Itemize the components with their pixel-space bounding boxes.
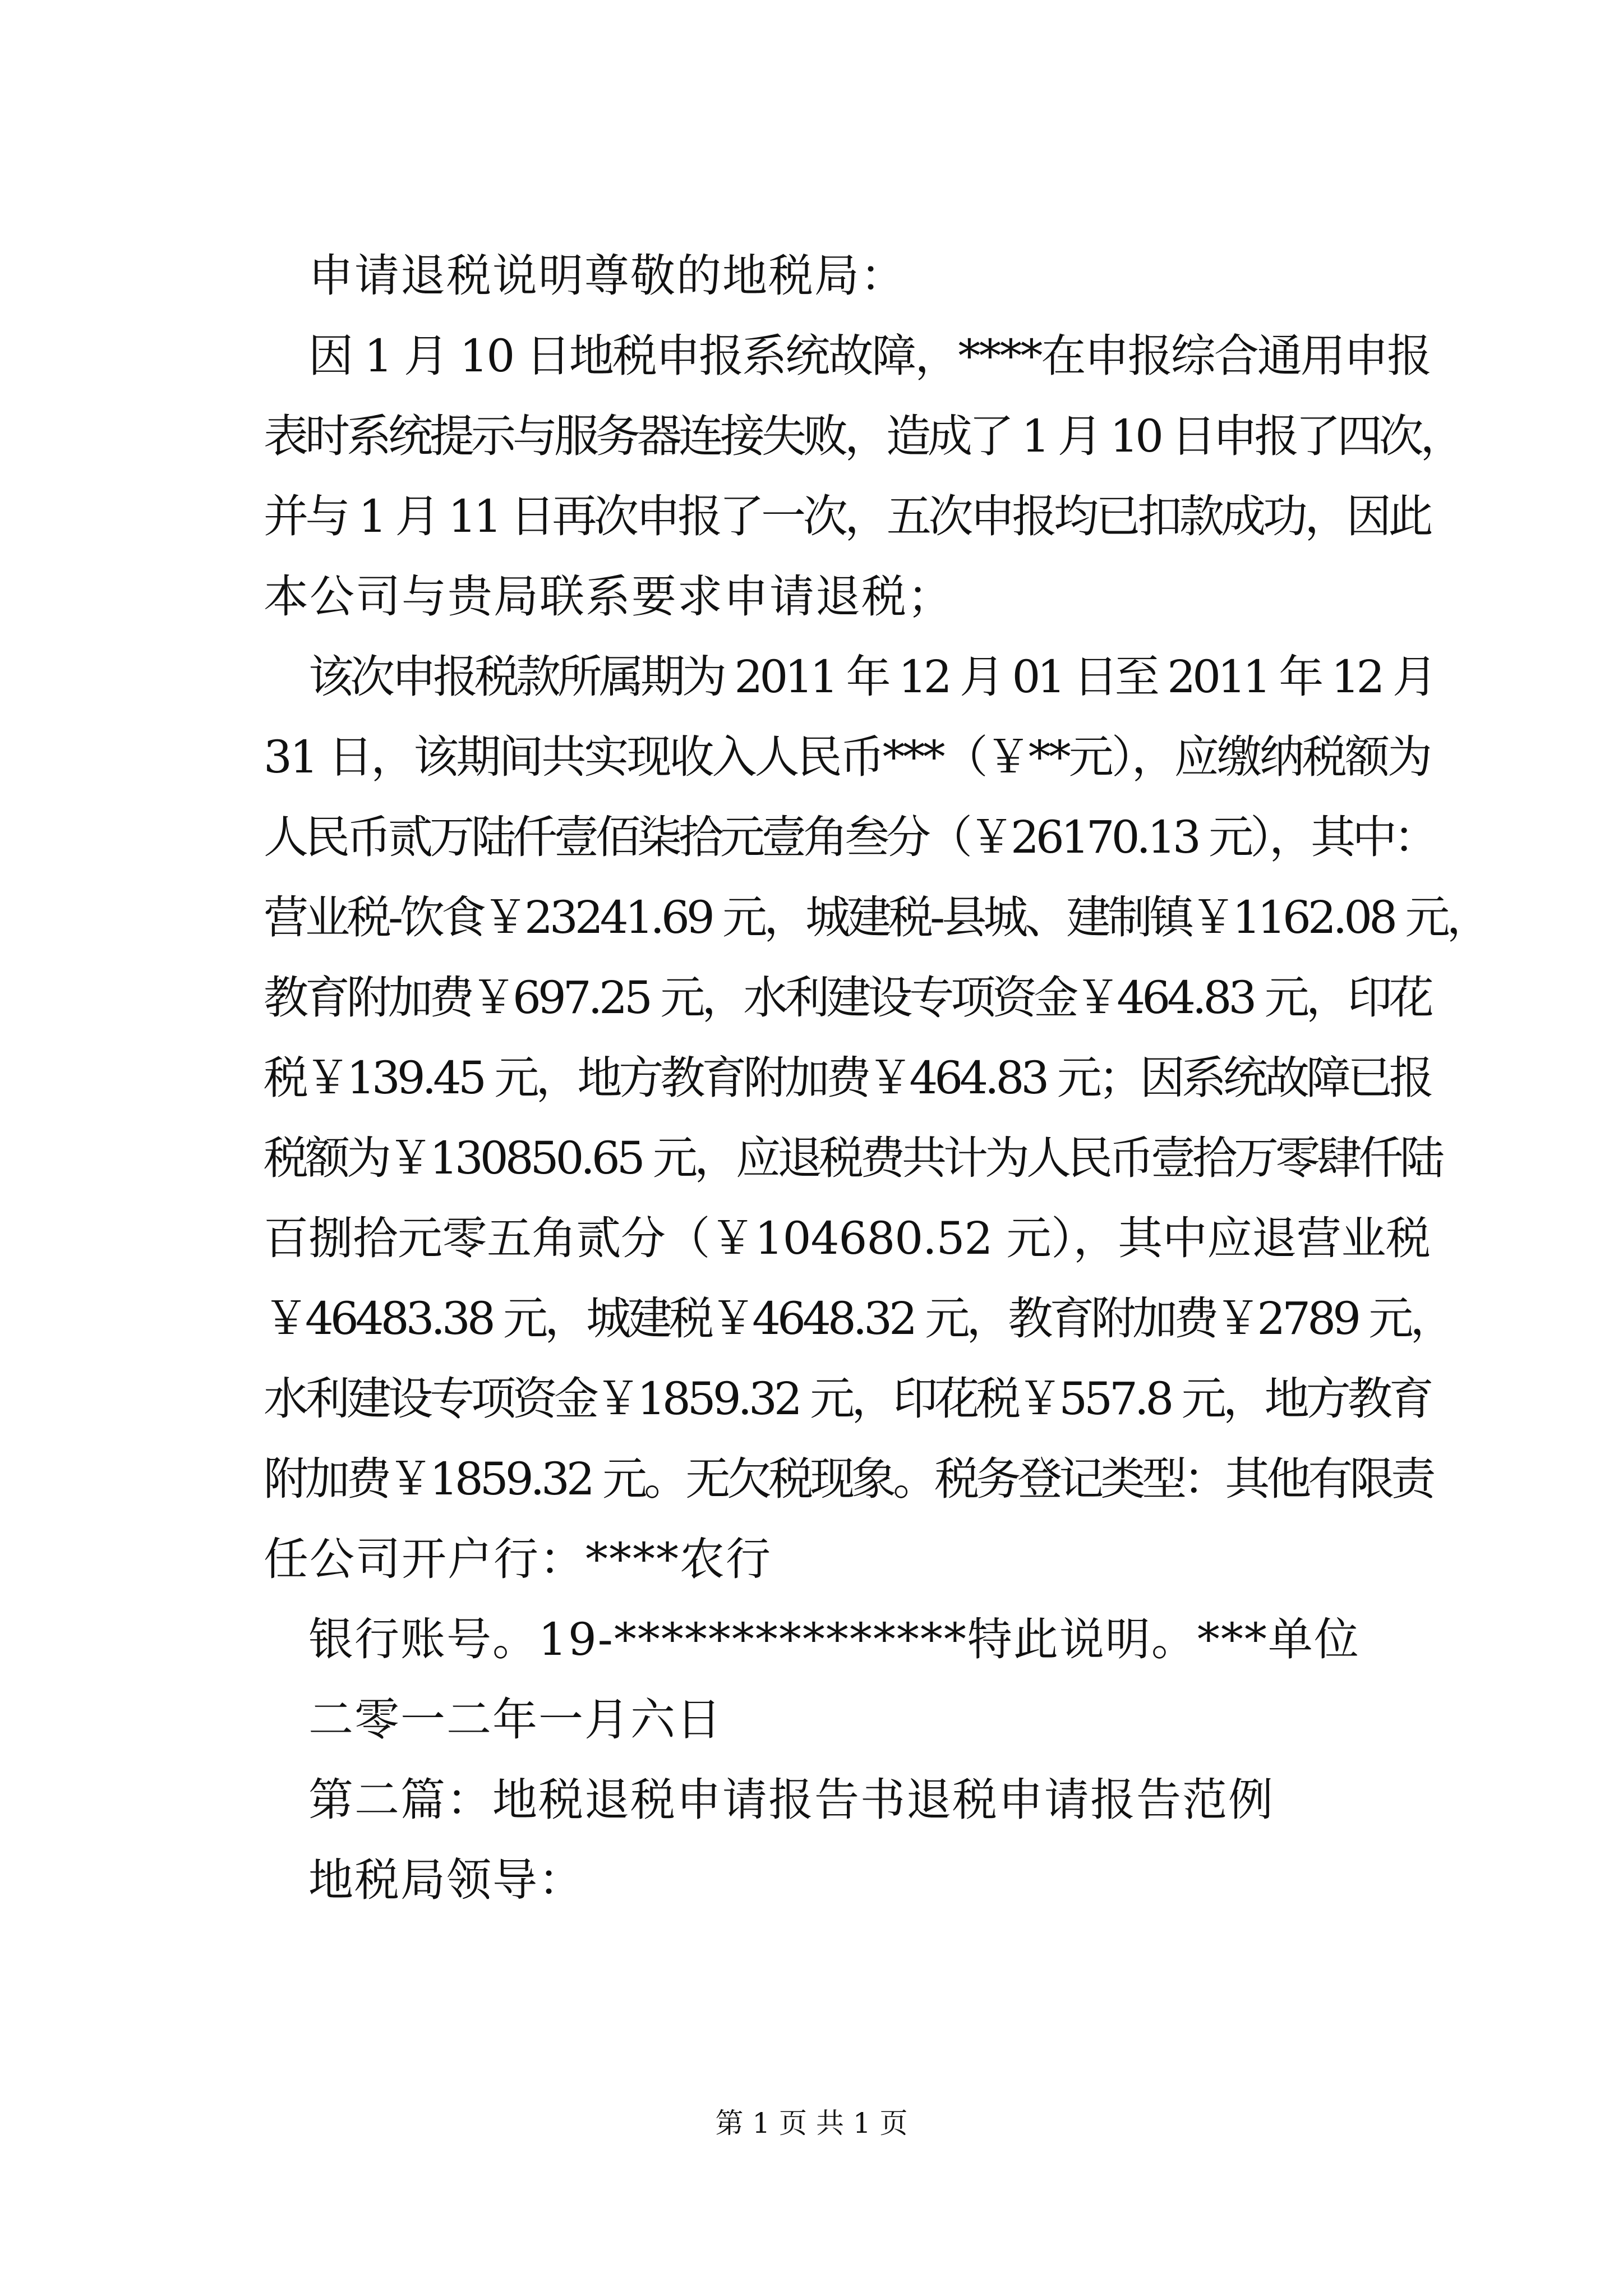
- text-line-4: 并与 1 月 11 日再次申报了一次，五次申报均已扣款成功，因此: [264, 490, 1430, 542]
- text-line-8: 人民币贰万陆仟壹佰柒拾元壹角叁分（￥26170.13 元），其中：: [264, 811, 1436, 863]
- text-line-5: 本公司与贵局联系要求申请退税；: [264, 570, 953, 623]
- text-line-1: 申请退税说明尊敬的地税局：: [308, 250, 906, 302]
- text-line-7: 31 日，该期间共实现收入人民币***（￥**元），应缴纳税额为: [264, 731, 1430, 783]
- text-line-15: 水利建设专项资金￥1859.32 元，印花税￥557.8 元，地方教育: [264, 1373, 1431, 1425]
- text-line-6: 该次申报税款所属期为 2011 年 12 月 01 日至 2011 年 12 月: [308, 651, 1434, 703]
- text-line-14: ￥46483.38 元，城建税￥4648.32 元，教育附加费￥2789 元，: [264, 1292, 1452, 1345]
- text-line-19: 二零一二年一月六日: [308, 1694, 722, 1746]
- page-footer: 第 1 页 共 1 页: [715, 2107, 908, 2139]
- text-line-16: 附加费￥1859.32 元。无欠税现象。税务登记类型：其他有限责: [264, 1453, 1433, 1505]
- text-line-21: 地税局领导：: [308, 1854, 584, 1906]
- text-line-20: 第二篇：地税退税申请报告书退税申请报告范例: [308, 1774, 1274, 1826]
- text-line-10: 教育附加费￥697.25 元，水利建设专项资金￥464.83 元，印花: [264, 972, 1431, 1024]
- document-body: [264, 236, 1488, 1920]
- text-line-17: 任公司开户行：****农行: [264, 1533, 772, 1585]
- text-line-12: 税额为￥130850.65 元，应退税费共计为人民币壹拾万零肆仟陆: [264, 1132, 1442, 1184]
- text-line-13: 百捌拾元零五角贰分（￥104680.52 元），其中应退营业税: [264, 1212, 1430, 1264]
- text-line-3: 表时系统提示与服务器连接失败，造成了 1 月 10 日申报了四次，: [264, 410, 1462, 462]
- text-line-2: 因 1 月 10 日地税申报系统故障，****在申报综合通用申报: [308, 330, 1430, 382]
- text-line-9: 营业税-饮食￥23241.69 元，城建税-县城、建制镇￥1162.08 元，: [264, 891, 1488, 944]
- text-line-11: 税￥139.45 元，地方教育附加费￥464.83 元；因系统故障已报: [264, 1052, 1431, 1104]
- text-line-18: 银行账号。19-***************特此说明。***单位: [308, 1613, 1360, 1665]
